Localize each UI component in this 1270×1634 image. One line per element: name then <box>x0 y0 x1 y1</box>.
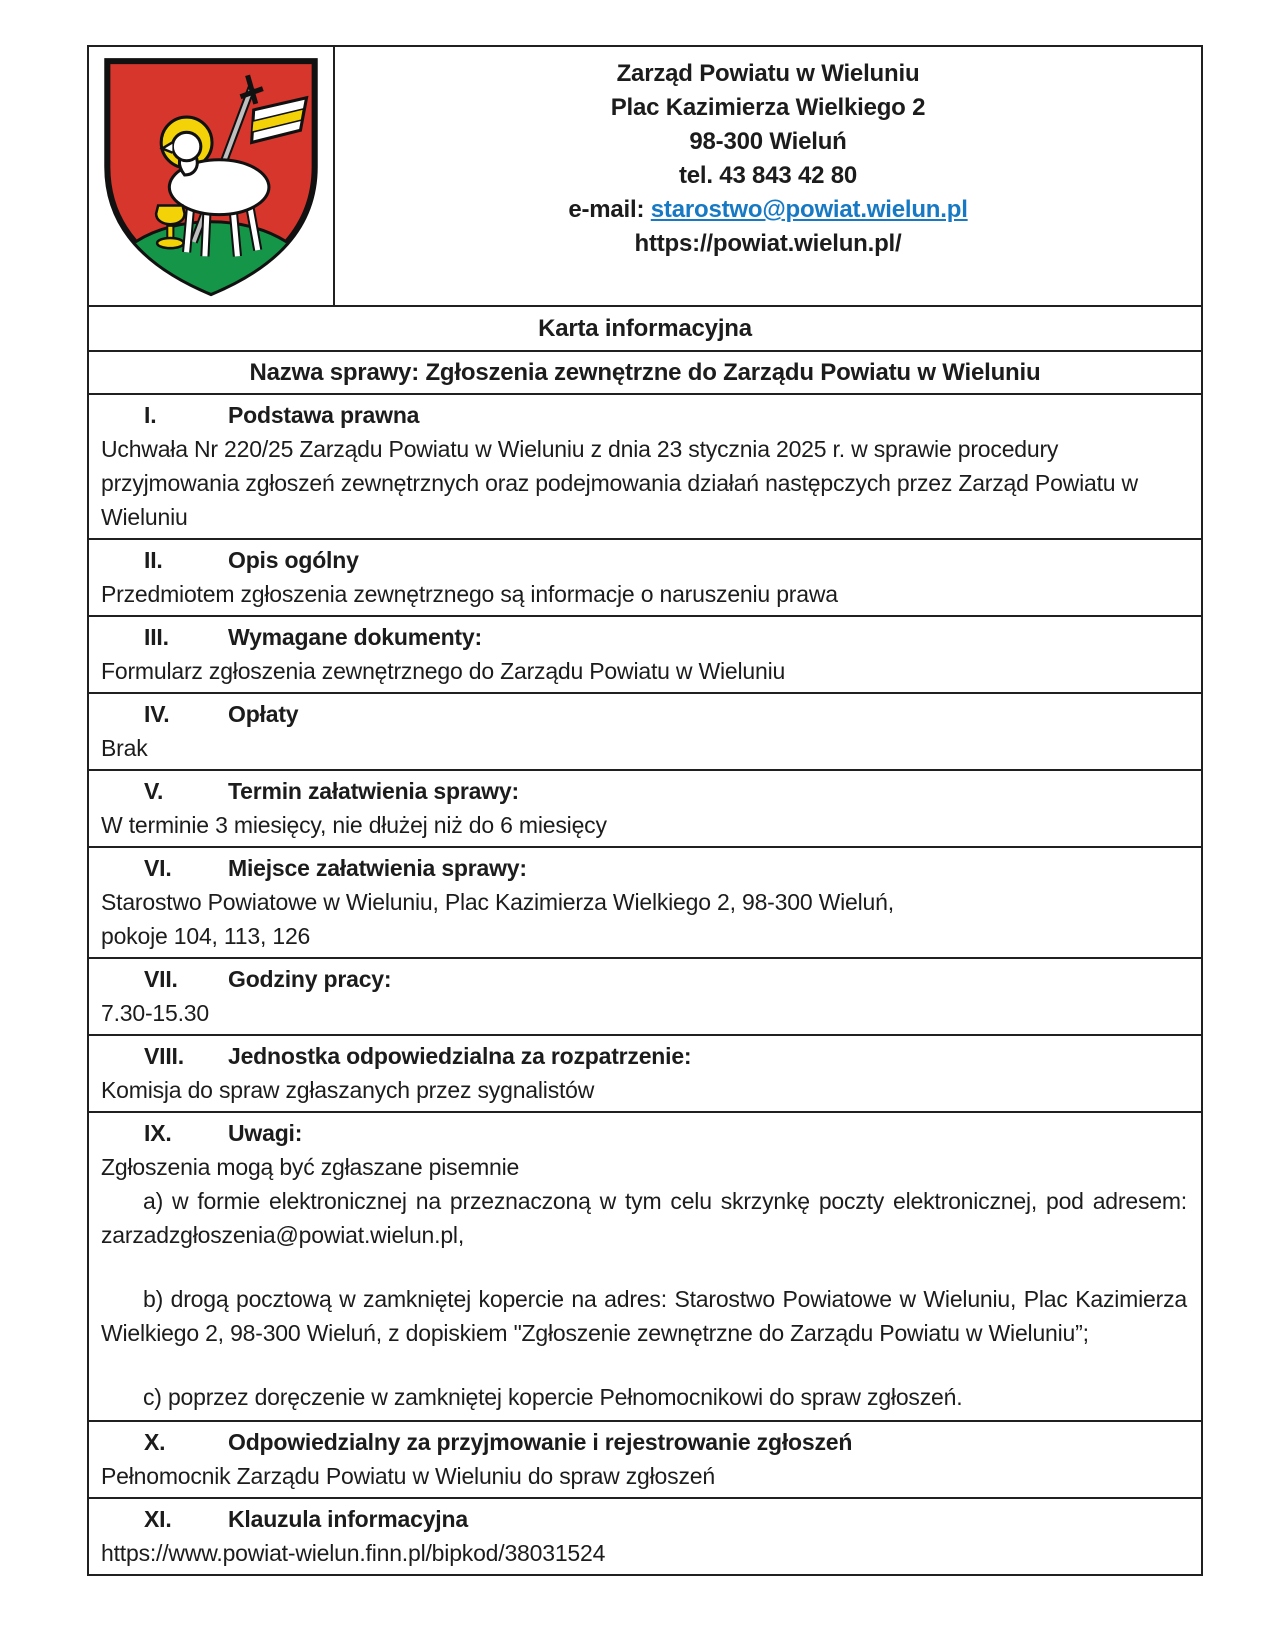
section-miejsce <box>89 846 1201 957</box>
section-termin <box>89 769 1201 846</box>
section-jednostka <box>89 1034 1201 1111</box>
section-numeral: I. <box>144 402 157 428</box>
coat-of-arms <box>89 47 335 305</box>
section-odpowiedzialny <box>89 1420 1201 1497</box>
section-numeral: VIII. <box>144 1043 184 1069</box>
section-text-item-b: b) drogą pocztową w zamkniętej kopercie na adres: Starostwo Powiatowe w Wieluniu, Plac Kazimierza Wielkiego 2, 98-300 Wieluń, z dopiskiem "Zgłoszenie zewnętrzne do Zarządu Powiatu w Wieluniu”; <box>101 1286 1187 1346</box>
section-godziny-pracy <box>89 957 1201 1034</box>
org-city: 98-300 Wieluń <box>689 128 847 155</box>
section-text: Zgłoszenia mogą być zgłaszane pisemnie <box>101 1154 520 1180</box>
email-label: e-mail: <box>568 196 651 223</box>
section-heading <box>89 1425 1187 1459</box>
section-numeral: II. <box>144 547 163 573</box>
org-phone: tel. 43 843 42 80 <box>678 162 858 189</box>
section-uwagi <box>89 1111 1201 1420</box>
section-text: Brak <box>101 735 148 761</box>
information-card <box>87 45 1203 1576</box>
org-name: Zarząd Powiatu w Wieluniu <box>616 60 920 87</box>
section-title: Podstawa prawna <box>228 402 420 428</box>
section-wymagane-dokumenty <box>89 615 1201 692</box>
section-title: Jednostka odpowiedzialna za rozpatrzenie: <box>228 1043 692 1069</box>
header-row <box>89 47 1201 305</box>
section-text: Uchwała Nr 220/25 Zarządu Powiatu w Wieluniu z dnia 23 stycznia 2025 r. w sprawie procedury przyjmowania zgłoszeń zewnętrznych oraz podejmowania działań następczych przez Zarząd Powiatu w Wieluniu <box>101 436 1138 530</box>
section-numeral: VII. <box>144 966 178 992</box>
section-numeral: XI. <box>144 1506 172 1532</box>
section-heading <box>89 1502 1187 1536</box>
section-text: Formularz zgłoszenia zewnętrznego do Zarządu Powiatu w Wieluniu <box>101 658 786 684</box>
card-title: Karta informacyjna <box>89 305 1201 350</box>
section-klauzula <box>89 1497 1201 1574</box>
section-title: Termin załatwienia sprawy: <box>228 778 519 804</box>
section-numeral: X. <box>144 1429 166 1455</box>
section-text: pokoje 104, 113, 126 <box>101 923 311 949</box>
section-text-item-c: c) poprzez doręczenie w zamkniętej kopercie Pełnomocnikowi do spraw zgłoszeń. <box>143 1384 963 1410</box>
section-title: Miejsce załatwienia sprawy: <box>228 855 527 881</box>
section-heading <box>89 398 1187 432</box>
section-text: Pełnomocnik Zarządu Powiatu w Wieluniu do spraw zgłoszeń <box>101 1463 715 1489</box>
email-link[interactable]: starostwo@powiat.wielun.pl <box>650 196 968 223</box>
section-text: W terminie 3 miesięcy, nie dłużej niż do 6 miesięcy <box>101 812 607 838</box>
section-oplaty <box>89 692 1201 769</box>
section-title: Odpowiedzialny za przyjmowanie i rejestrowanie zgłoszeń <box>228 1429 853 1455</box>
section-heading <box>89 697 1187 731</box>
section-heading <box>89 962 1187 996</box>
section-title: Wymagane dokumenty: <box>228 624 482 650</box>
section-numeral: IX. <box>144 1120 172 1146</box>
section-text: Starostwo Powiatowe w Wieluniu, Plac Kazimierza Wielkiego 2, 98-300 Wieluń, <box>101 889 894 915</box>
section-title: Klauzula informacyjna <box>228 1506 468 1532</box>
section-heading <box>89 851 1187 885</box>
org-website: https://powiat.wielun.pl/ <box>634 230 902 257</box>
section-text-item-a: a) w formie elektronicznej na przeznaczoną w tym celu skrzynkę poczty elektronicznej, pod adresem: zarzadzgłoszenia@powiat.wielun.pl, <box>101 1188 1187 1248</box>
section-podstawa-prawna <box>89 393 1201 538</box>
section-title: Uwagi: <box>228 1120 303 1146</box>
org-street: Plac Kazimierza Wielkiego 2 <box>610 94 926 121</box>
section-heading <box>89 1116 1187 1150</box>
section-title: Godziny pracy: <box>228 966 392 992</box>
section-numeral: V. <box>144 778 164 804</box>
section-heading <box>89 620 1187 654</box>
contact-block <box>335 47 1201 305</box>
wielun-county-crest-icon <box>99 53 323 299</box>
section-opis-ogolny <box>89 538 1201 615</box>
section-numeral: III. <box>144 624 169 650</box>
section-numeral: IV. <box>144 701 170 727</box>
section-text: 7.30-15.30 <box>101 1000 209 1026</box>
section-title: Opłaty <box>228 701 299 727</box>
section-heading <box>89 543 1187 577</box>
section-heading <box>89 774 1187 808</box>
section-text-url: https://www.powiat-wielun.finn.pl/bipkod/38031524 <box>101 1540 606 1566</box>
case-name: Nazwa sprawy: Zgłoszenia zewnętrzne do Zarządu Powiatu w Wieluniu <box>89 350 1201 393</box>
section-title: Opis ogólny <box>228 547 359 573</box>
org-email-line <box>335 193 1201 227</box>
section-text: Komisja do spraw zgłaszanych przez sygnalistów <box>101 1077 595 1103</box>
section-text: Przedmiotem zgłoszenia zewnętrznego są informacje o naruszeniu prawa <box>101 581 838 607</box>
section-heading <box>89 1039 1187 1073</box>
section-numeral: VI. <box>144 855 172 881</box>
